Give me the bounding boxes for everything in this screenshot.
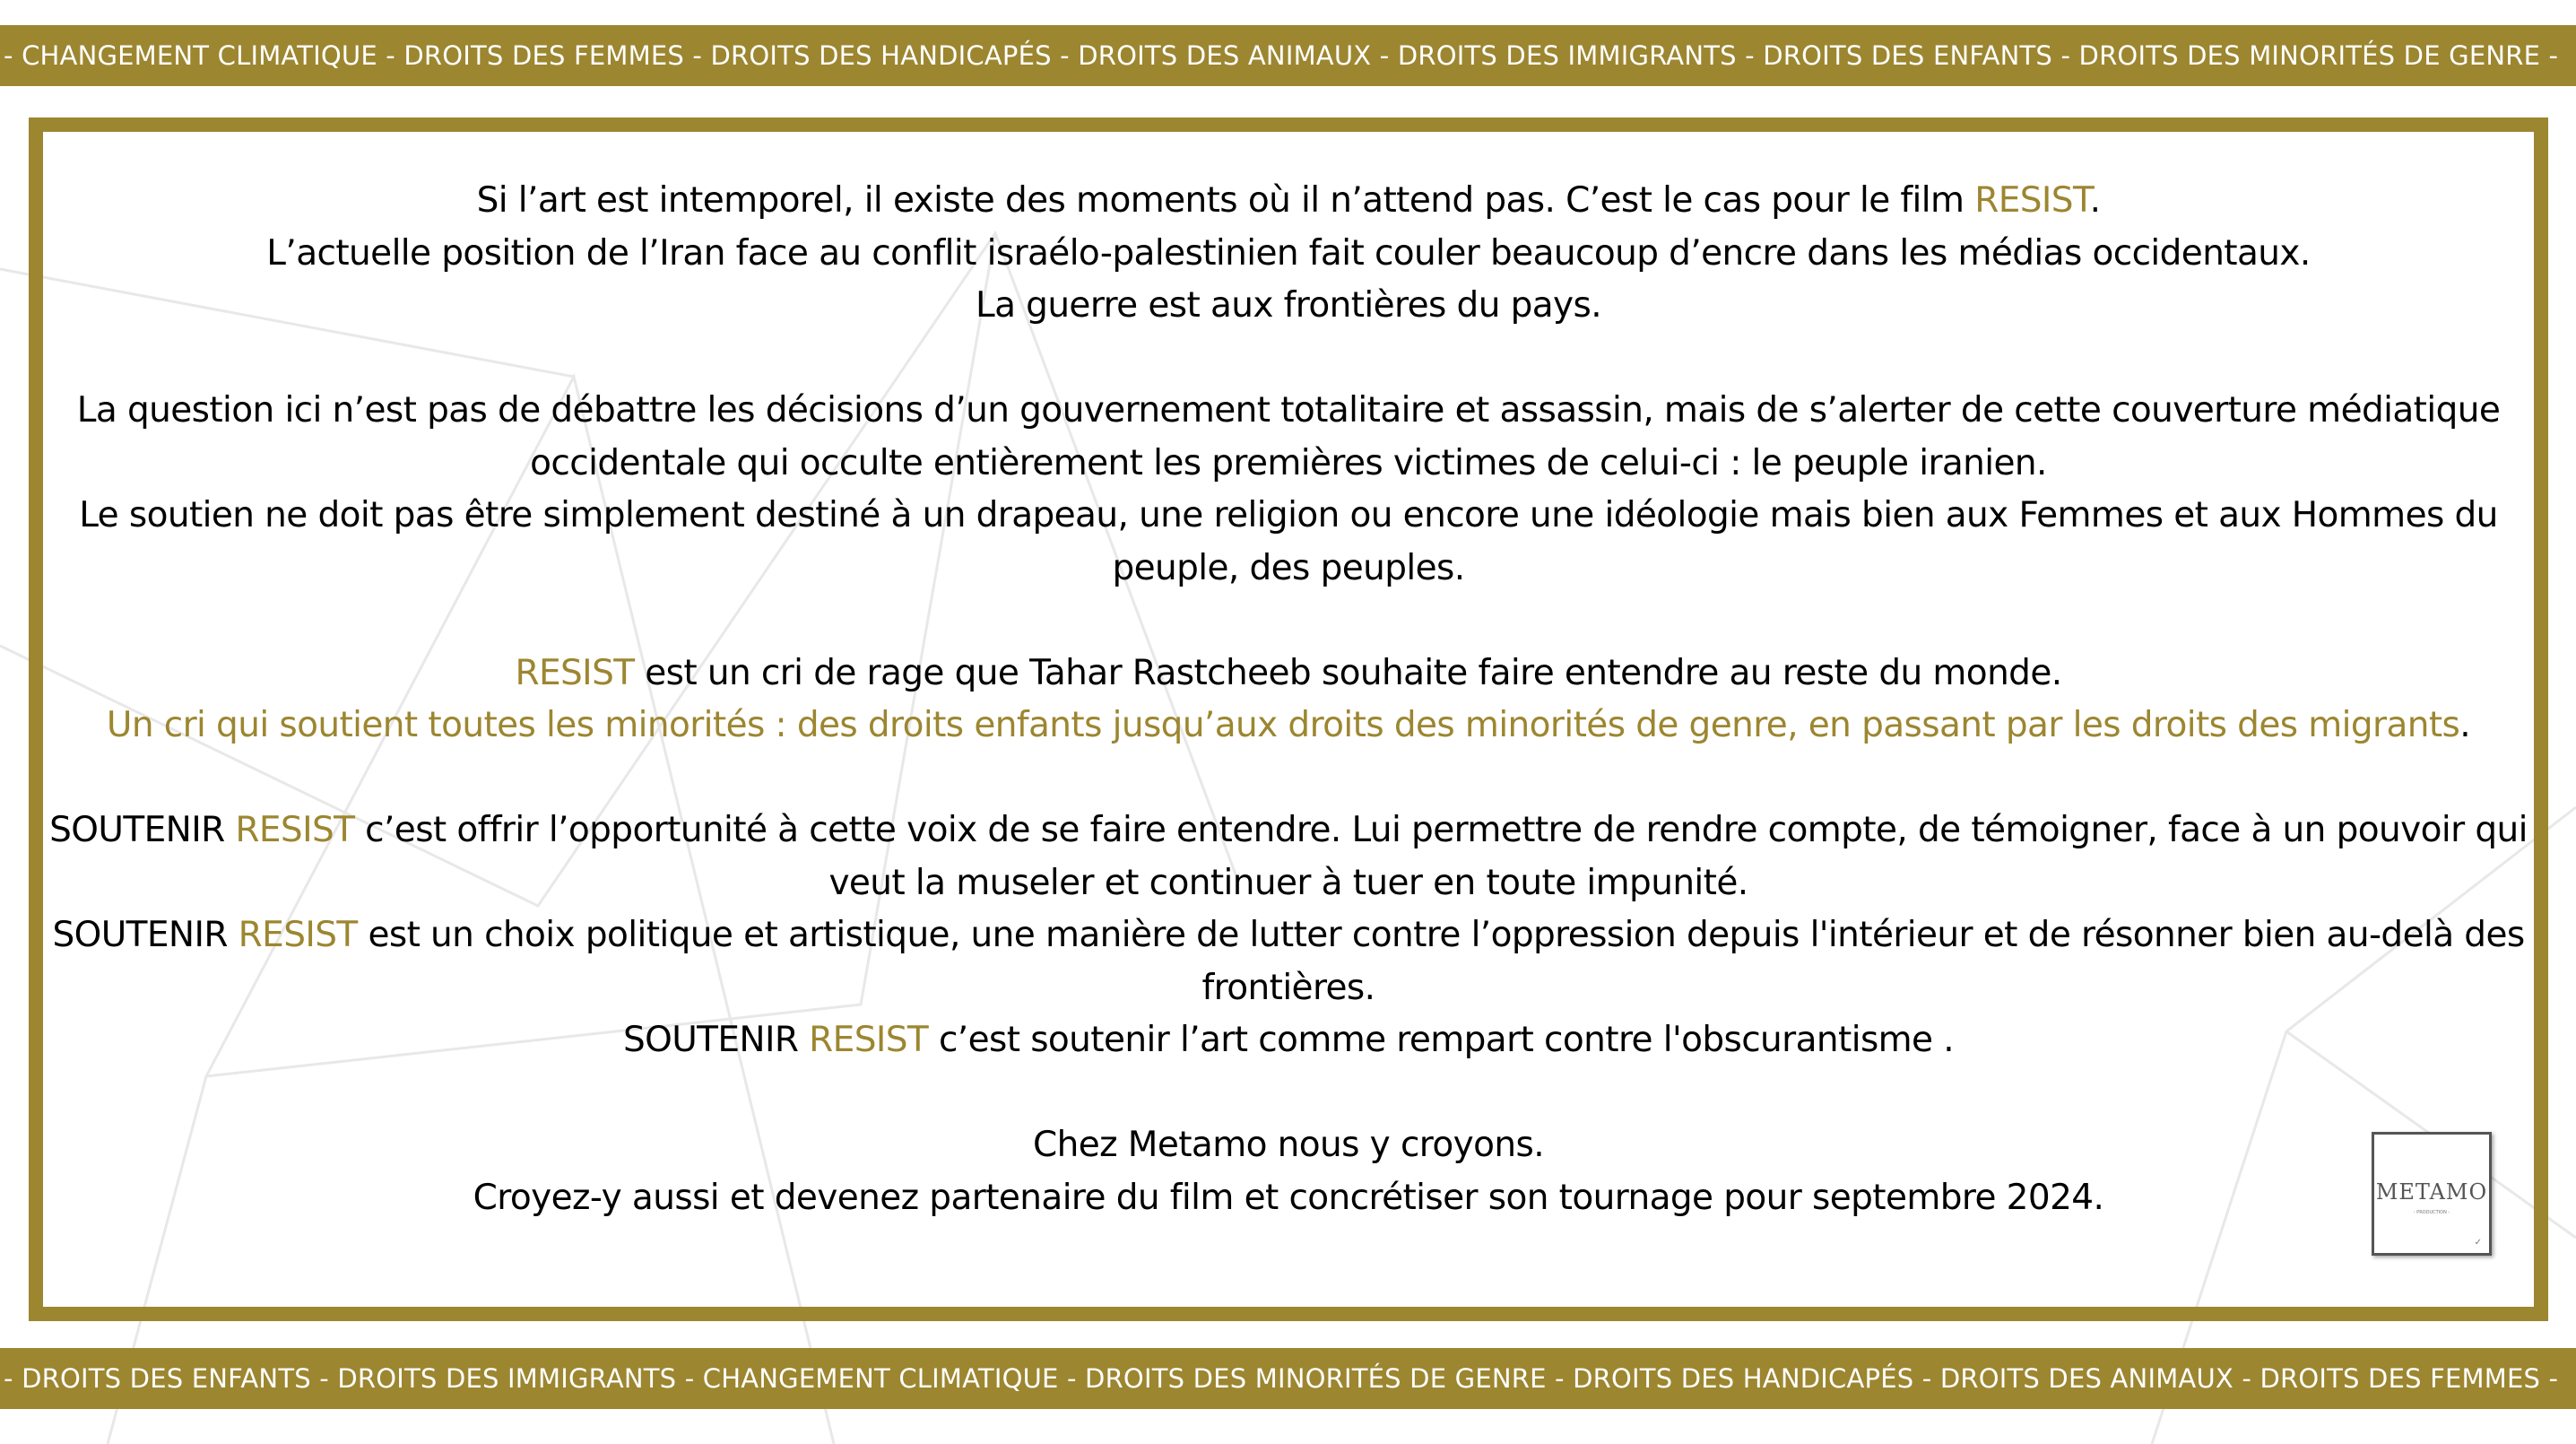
- text-span: est un choix politique et artistique, une manière de lutter contre l’oppression depuis l'intérieur et de résonner bien au-delà des frontières.: [357, 915, 2525, 1008]
- metamo-logo: [2372, 1132, 2492, 1256]
- paragraph-5-line-2: Croyez-y aussi et devenez partenaire du film et concrétiser son tournage pour septembre 2024.: [473, 1177, 2104, 1218]
- paragraph-3-line-2: [43, 700, 2534, 752]
- paragraph-4-line-3: [43, 1014, 2534, 1067]
- film-title: RESIST: [238, 915, 358, 955]
- text-span: SOUTENIR: [52, 915, 239, 955]
- paragraph-1-line-1: [43, 175, 2534, 228]
- text-span: SOUTENIR: [622, 1020, 810, 1060]
- paragraph-4-line-2: [43, 909, 2534, 1014]
- text-span: Si l’art est intemporel, il existe des moments où il n’attend pas. C’est le cas pour le film: [476, 180, 1975, 221]
- text-span: SOUTENIR: [49, 810, 236, 850]
- text-span: est un cri de rage que Tahar Rastcheeb souhaite faire entendre au reste du monde.: [634, 652, 2062, 693]
- paragraph-5-line-1: Chez Metamo nous y croyons.: [1032, 1125, 1545, 1165]
- text-span: c’est soutenir l’art comme rempart contre l'obscurantisme .: [928, 1020, 1955, 1060]
- main-text: [43, 175, 2534, 1224]
- paragraph-3-line-1: [43, 648, 2534, 700]
- film-title: RESIST: [1974, 180, 2090, 221]
- paragraph-1-line-3: La guerre est aux frontières du pays.: [975, 285, 1602, 326]
- text-span: .: [2459, 705, 2471, 745]
- paragraph-1-line-2: L’actuelle position de l’Iran face au conflit israélo-palestinien fait couler beaucoup d’encre dans les médias occidentaux.: [266, 232, 2311, 274]
- film-title: RESIST: [235, 810, 355, 850]
- highlight-text: Un cri qui soutient toutes les minorités : des droits enfants jusqu’aux droits des minorités de genre, en passant par les droits des migrants: [106, 705, 2460, 745]
- top-banner-text: - CHANGEMENT CLIMATIQUE - DROITS DES FEMMES - DROITS DES HANDICAPÉS - DROITS DES ANIMAUX - DROITS DES IMMIGRANTS - DROITS DES ENFANTS - DROITS DES MINORITÉS DE GENRE -: [4, 40, 2559, 71]
- text-span: .: [2089, 180, 2101, 221]
- logo-subtext: - PRODUCTION -: [2413, 1210, 2450, 1215]
- text-span: c’est offrir l’opportunité à cette voix de se faire entendre. Lui permettre de rendre compte, de témoigner, face à un pouvoir qui veut la museler et continuer à tuer en toute impunité.: [354, 810, 2528, 903]
- bottom-banner-text: - DROITS DES ENFANTS - DROITS DES IMMIGRANTS - CHANGEMENT CLIMATIQUE - DROITS DES MINORITÉS DE GENRE - DROITS DES HANDICAPÉS - DROITS DES ANIMAUX - DROITS DES FEMMES -: [4, 1363, 2559, 1394]
- logo-text: METAMO: [2375, 1179, 2488, 1205]
- paragraph-2-line-2: Le soutien ne doit pas être simplement destiné à un drapeau, une religion ou encore une idéologie mais bien aux Femmes et aux Hommes du peuple, des peuples.: [79, 495, 2498, 588]
- logo-mark-icon: ✓: [2474, 1238, 2482, 1248]
- paragraph-4-line-1: [43, 805, 2534, 909]
- film-title: RESIST: [515, 652, 635, 693]
- film-title: RESIST: [809, 1020, 929, 1060]
- bottom-banner: [0, 1348, 2576, 1409]
- paragraph-2-line-1: La question ici n’est pas de débattre les décisions d’un gouvernement totalitaire et assassin, mais de s’alerter de cette couverture médiatique occidentale qui occulte entièrement les premières victimes de celui-ci : le peuple iranien.: [76, 390, 2501, 483]
- top-banner: [0, 25, 2576, 86]
